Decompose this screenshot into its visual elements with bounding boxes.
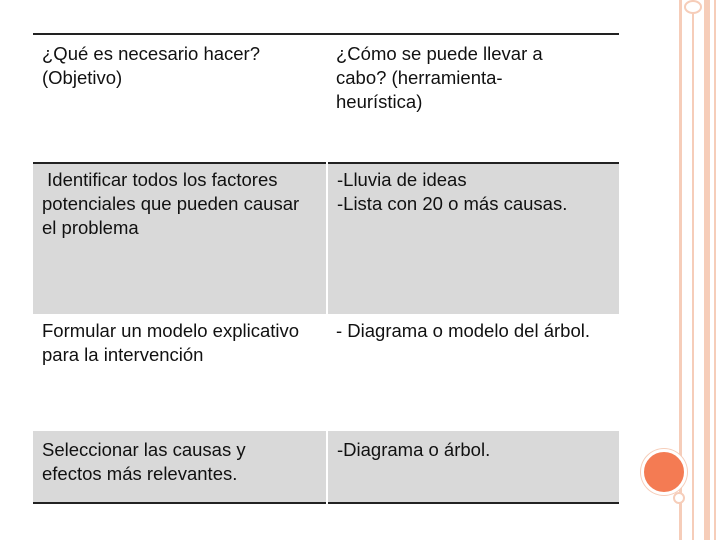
- objectives-table: [33, 33, 619, 504]
- table-header-row: [33, 34, 619, 163]
- how-cell: -Lluvia de ideas -Lista con 20 o más causas.: [327, 163, 619, 314]
- table-row: [33, 163, 619, 314]
- header-how: ¿Cómo se puede llevar a cabo? (herramienta- heurística): [327, 34, 619, 163]
- how-cell: -Diagrama o árbol.: [327, 431, 619, 503]
- decor-vertical-line: [704, 0, 710, 540]
- decor-circle-outline: [684, 0, 702, 14]
- decor-vertical-line: [714, 0, 716, 540]
- decor-circle-filled: [641, 449, 687, 495]
- how-cell: - Diagrama o modelo del árbol.: [327, 314, 619, 431]
- table-row: [33, 314, 619, 431]
- objective-cell: Formular un modelo explicativo para la intervención: [33, 314, 327, 431]
- decor-vertical-line: [692, 0, 694, 540]
- objective-cell: Identificar todos los factores potenciales que pueden causar el problema: [33, 163, 327, 314]
- decor-circle-small: [673, 492, 685, 504]
- table-row: [33, 431, 619, 503]
- header-objective: ¿Qué es necesario hacer? (Objetivo): [33, 34, 327, 163]
- objective-cell: Seleccionar las causas y efectos más relevantes.: [33, 431, 327, 503]
